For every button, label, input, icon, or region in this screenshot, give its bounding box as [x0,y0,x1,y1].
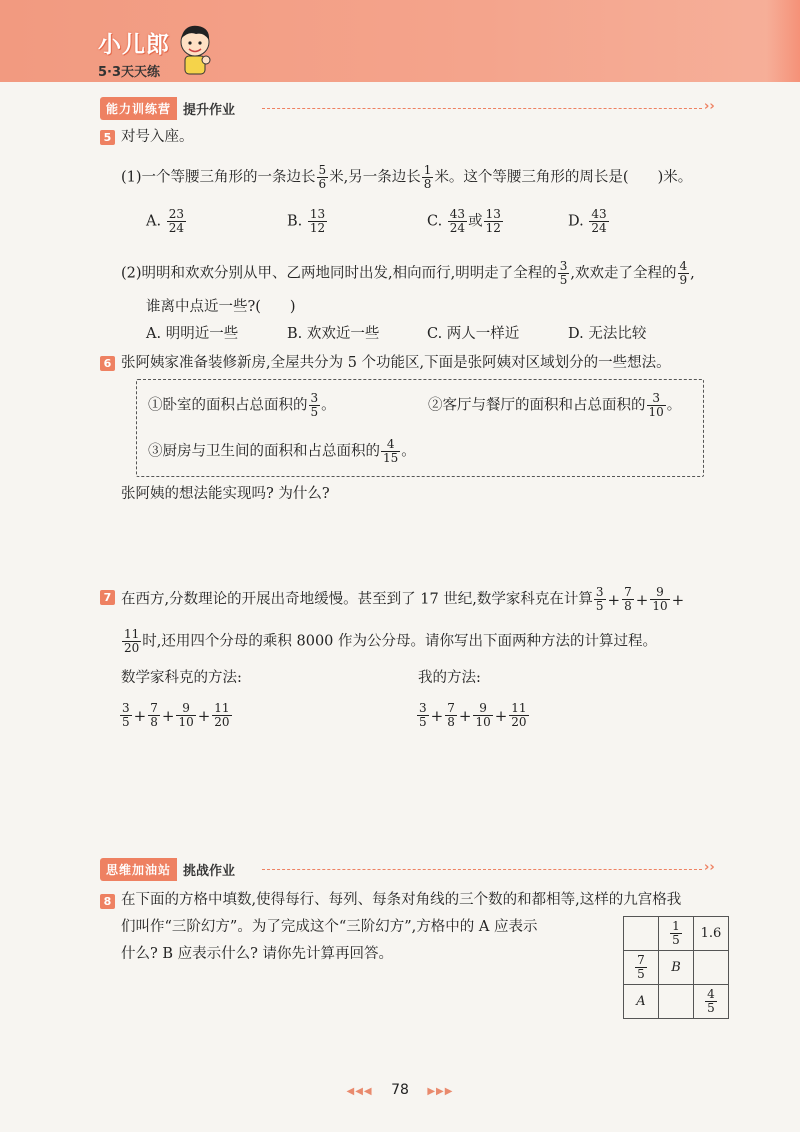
q5-p1-option-c[interactable]: C. $\frac{43}{24}$ 或 $\frac{13}{12}$ [427,207,501,235]
mascot-boy-icon [176,22,214,76]
method2-expression: $\frac{3}{5}$ + $\frac{7}{8}$ + $\frac{9}{10}$ + $\frac{11}{20}$ [419,701,527,729]
method2-label: 我的方法: [418,670,481,686]
brand-title: 小儿郎 [98,32,170,58]
q8-stem-line1: 在下面的方格中填数,使得每行、每列、每条对角线的三个数的和都相等,这样的九宫格我 [121,892,682,908]
q5-p1-option-b[interactable]: B. $\frac{13}{12}$ [287,207,326,235]
grid-cell[interactable] [694,951,729,985]
q5-p1-option-d[interactable]: D. $\frac{43}{24}$ [568,207,607,235]
page-edge-decoration [766,0,800,82]
prev-arrows-icon: ◀◀◀ [346,1086,373,1097]
grid-cell-b[interactable]: B [659,951,694,985]
q5-p2-option-a[interactable]: A. 明明近一些 [146,326,239,342]
q5-part1-stem: (1)一个等腰三角形的一条边长 $\frac{5}{6}$ 米,另一条边长 $\frac{1}{8}$ 米。这个等腰三角形的周长是( )米。 [121,163,693,191]
grid-cell: $\frac{7}{5}$ [624,951,659,985]
q5-p1-option-a[interactable]: A. $\frac{23}{24}$ [146,207,184,235]
section-arrows-icon: ›› [704,99,715,114]
section-name: 挑战作业 [183,863,236,879]
page-footer [0,1082,800,1098]
idea-3: ③厨房与卫生间的面积和占总面积的 $\frac{4}{15}$ 。 [148,437,416,465]
section-badge: 思维加油站 [100,858,177,881]
section-header-thinking [100,858,235,880]
brand-subtitle: 5·3天天练 [98,65,161,80]
q8-stem-line3: 什么? B 应表示什么? 请你先计算再回答。 [121,946,394,962]
q5-p2-option-c[interactable]: C. 两人一样近 [427,326,520,342]
q5-title: 对号入座。 [121,129,194,145]
q5-p2-option-d[interactable]: D. 无法比较 [568,326,647,342]
grid-cell: 1.6 [694,917,729,951]
q5-p2-option-b[interactable]: B. 欢欢近一些 [287,326,380,342]
grid-cell[interactable] [624,917,659,951]
grid-cell: $\frac{1}{5}$ [659,917,694,951]
grid-cell[interactable] [659,985,694,1019]
fraction: $\frac{1}{8}$ [423,163,432,191]
q7-stem-line1: 在西方,分数理论的开展出奇地缓慢。甚至到了 17 世纪,数学家科克在计算 $\frac{3}{5}$ + $\frac{7}{8}$ + $\frac{9}{10}$ + [121,585,685,613]
q8-stem-line2: 们叫作“三阶幻方”。为了完成这个“三阶幻方”,方格中的 A 应表示 [121,919,538,935]
section-header-ability [100,97,235,119]
grid-cell-a[interactable]: A [624,985,659,1019]
magic-square-grid [623,916,729,1019]
section-badge: 能力训练营 [100,97,177,120]
brand-logo [98,26,170,80]
idea-1: ①卧室的面积占总面积的 $\frac{3}{5}$ 。 [148,391,336,419]
section-divider [262,108,702,109]
q7-stem-line2: $\frac{11}{20}$ 时,还用四个分母的乘积 8000 作为公分母。请你写出下面两种方法的计算过程。 [124,627,658,655]
q6-stem: 张阿姨家准备装修新房,全屋共分为 5 个功能区,下面是张阿姨对区域划分的一些想法。 [121,355,671,371]
method1-expression: $\frac{3}{5}$ + $\frac{7}{8}$ + $\frac{9}{10}$ + $\frac{11}{20}$ [122,701,230,729]
question-number-8: 8 [100,894,115,909]
question-number-5: 5 [100,130,115,145]
q5-part2-question: 谁离中点近一些?( ) [146,299,296,315]
method1-label: 数学家科克的方法: [121,670,242,686]
section-divider [262,869,702,870]
next-arrows-icon: ▶▶▶ [427,1086,454,1097]
section-arrows-icon: ›› [704,860,715,875]
section-name: 提升作业 [183,102,236,118]
fraction: $\frac{5}{6}$ [318,163,327,191]
question-number-6: 6 [100,356,115,371]
q6-question: 张阿姨的想法能实现吗? 为什么? [121,486,330,502]
grid-cell: $\frac{4}{5}$ [694,985,729,1019]
page-number: 78 [391,1082,409,1098]
q5-part2-stem: (2)明明和欢欢分别从甲、乙两地同时出发,相向而行,明明走了全程的 $\frac{3}{5}$ ,欢欢走了全程的 $\frac{4}{9}$ , [121,259,695,287]
idea-2: ②客厅与餐厅的面积和占总面积的 $\frac{3}{10}$ 。 [428,391,682,419]
question-number-7: 7 [100,590,115,605]
